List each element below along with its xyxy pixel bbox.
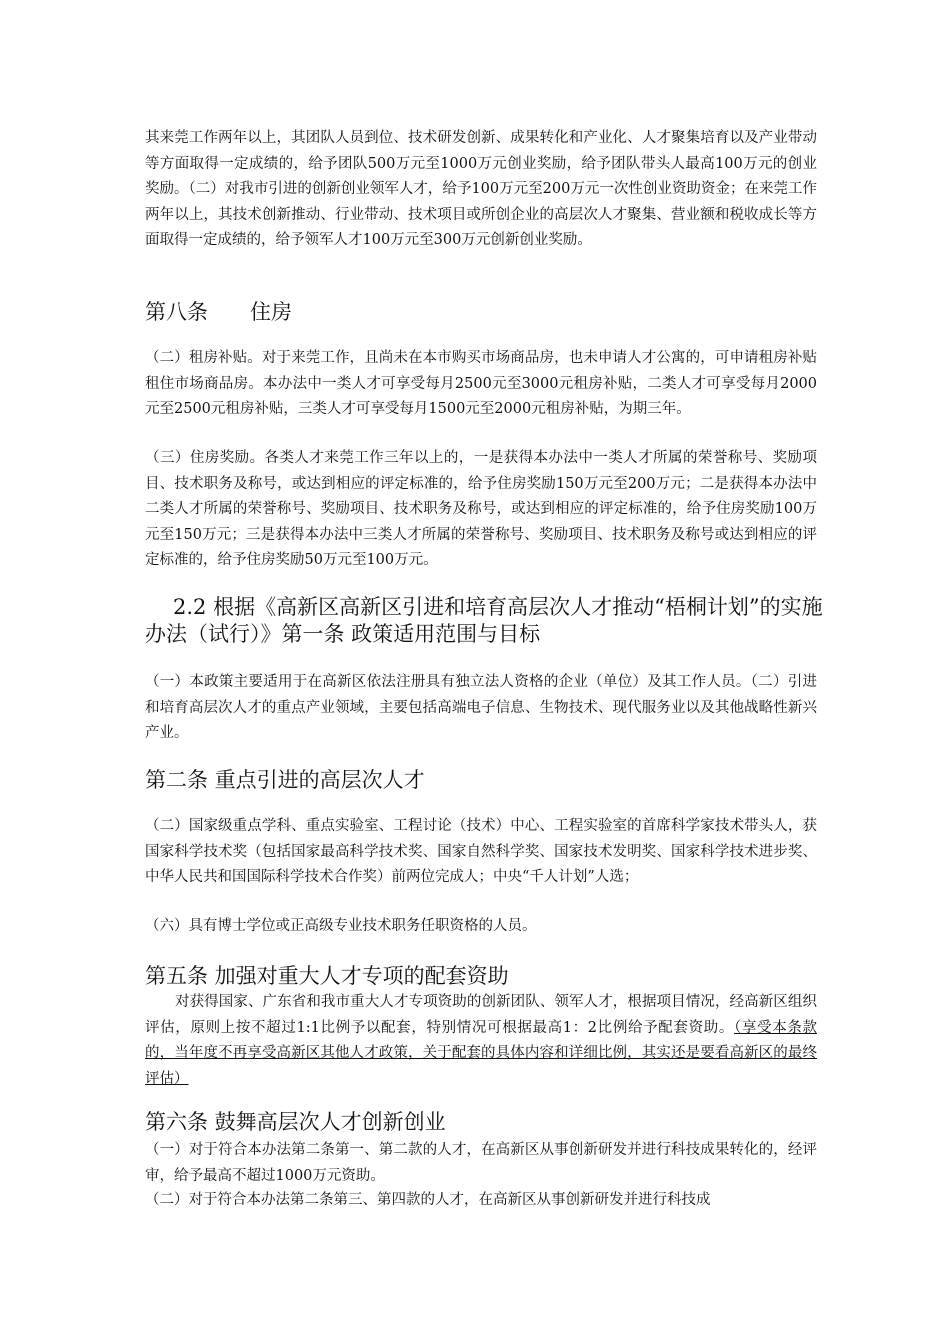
paragraph-doctorate: （六）具有博士学位或正高级专业技术职务任职资格的人员。 [145, 918, 537, 934]
paragraph-policy-scope: （一）本政策主要适用于在高新区依法注册具有独立法人资格的企业（单位）及其工作人员。（二）引进和培育高层次人才的重点产业领域，主要包括高端电子信息、生物技术、现代服务业以及其他战略性新兴产业。 [145, 674, 817, 741]
section-number: 2.2 [173, 595, 207, 619]
paragraph-innovation-grant-2: （二）对于符合本办法第二条第三、第四款的人才，在高新区从事创新研发并进行科技成 [145, 1192, 711, 1208]
heading-article-8 [145, 298, 292, 326]
heading-article-2: 第二条 重点引进的高层次人才 [145, 768, 425, 792]
paragraph-matching-funding [145, 990, 817, 1092]
heading-article-5: 第五条 加强对重大人才专项的配套资助 [145, 964, 509, 988]
paragraph-team-award: 其来莞工作两年以上，其团队人员到位、技术研发创新、成果转化和产业化、人才聚集培育以及产业带动等方面取得一定成绩的，给予团队500万元至1000万元创业奖励，给予团队带头人最高100万元的创业奖励。（二）对我市引进的创新创业领军人才，给予100万元至200万元一次性创业资助资金；在来莞工作两年以上，其技术创新推动、行业带动、技术项目或所创企业的高层次人才聚集、营业额和税收成长等方面取得一定成绩的，给予领军人才100万元至300万元创新创业奖励。 [145, 130, 817, 248]
paragraph-innovation-grant-1: （一）对于符合本办法第二条第一、第二款的人才，在高新区从事创新研发并进行科技成果转化的，经评审，给予最高不超过1000万元资助。 [145, 1142, 817, 1184]
heading-article-8-topic: 住房 [250, 300, 292, 324]
heading-section-2-2 [145, 594, 825, 648]
heading-article-6: 第六条 鼓舞高层次人才创新创业 [145, 1110, 446, 1134]
matching-funding-note: （享受本条款的，当年度不再享受高新区其他人才政策，关于配套的具体内容和详细比例，其实还是要看高新区的最终评估） [145, 1019, 817, 1087]
paragraph-housing-award: （三）住房奖励。各类人才来莞工作三年以上的，一是获得本办法中一类人才所属的荣誉称号、奖励项目、技术职务及称号，或达到相应的评定标准的，给予住房奖励150万元至200万元；二是获得本办法中二类人才所属的荣誉称号、奖励项目、技术职务及称号，或达到相应的评定标准的，给予住房奖励100万元至150万元；三是获得本办法中三类人才所属的荣誉称号、奖励项目、技术职务及称号或达到相应的评定标准的，给予住房奖励50万元至100万元。 [145, 450, 817, 568]
paragraph-national-talent: （二）国家级重点学科、重点实验室、工程讨论（技术）中心、工程实验室的首席科学家技术带头人，获国家科学技术奖（包括国家最高科学技术奖、国家自然科学奖、国家技术发明奖、国家科学技术进步奖、中华人民共和国国际科学技术合作奖）前两位完成人；中央“千人计划”人选； [145, 818, 817, 885]
heading-article-8-number: 第八条 [145, 300, 208, 324]
matching-funding-text: 对获得国家、广东省和我市重大人才专项资助的创新团队、领军人才，根据项目情况，经高新区组织评估，原则上按不超过1:1比例予以配套，特别情况可根据最高1：2比例给予配套资助。 [145, 994, 817, 1036]
section-title: 根据《高新区高新区引进和培育高层次人才推动“梧桐计划”的实施办法（试行）》第一条 政策适用范围与目标 [145, 595, 823, 646]
paragraph-rent-subsidy: （二）租房补贴。对于来莞工作，且尚未在本市购买市场商品房，也未申请人才公寓的，可申请租房补贴租住市场商品房。本办法中一类人才可享受每月2500元至3000元租房补贴，二类人才可享受每月2000元至2500元租房补贴，三类人才可享受每月1500元至2000元租房补贴，为期三年。 [145, 350, 817, 417]
